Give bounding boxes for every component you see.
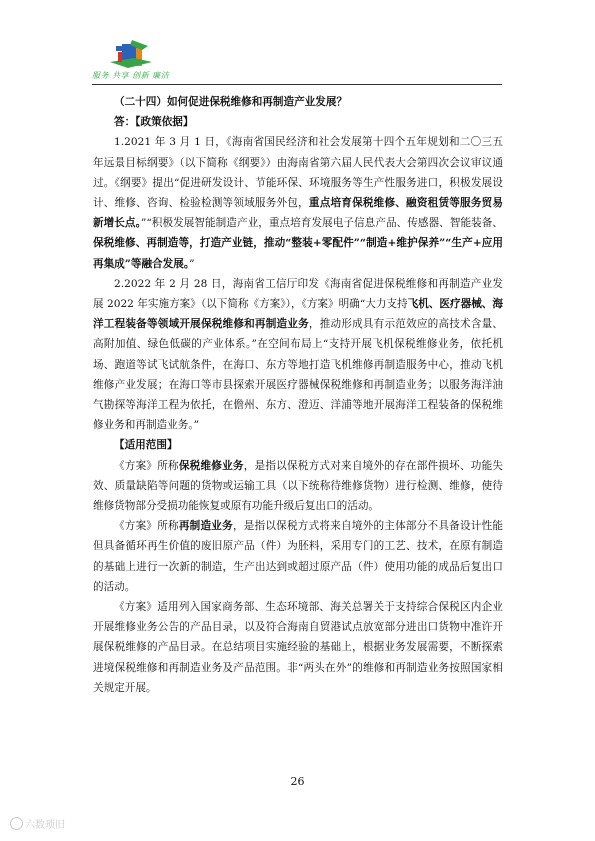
paragraph	[93, 516, 503, 597]
paragraph	[93, 274, 503, 436]
emphasized-text: 再制造业务	[178, 520, 233, 533]
watermark-icon	[10, 817, 23, 830]
header-divider	[92, 84, 502, 85]
emphasized-text: 保税维修业务	[178, 459, 244, 472]
text-run: 《方案》所称	[114, 459, 179, 472]
text-run: ，推动形成具有示范效应的高技术含量、高附加值、绿色低碳的产业体系。”在空间布局上“支持开展飞机保税维修业务，依托机场、跑道等试飞试航条件，在海口、东方等地打造飞机维修再制造服务中心，推动飞机维修产业发展；在海口等市县探索开展医疗器械保税维修和再制造业务；以服务海洋油气勘探等海洋工程为依托，在儋州、东方、澄迈、洋浦等地开展海洋工程装备的保税维修业务和再制造业务。”	[93, 318, 504, 432]
text-run: 1.2021 年 3 月 1 日，《海南省国民经济和社会发展第十四个五年规划和二〇三五年远景目标纲要》（以下简称《纲要》）由海南省第六届人民代表大会第四次会议审议通过。《纲要》提出“促进研发设计、节能环保、环境服务等生产性服务进口，积极发展设计、维修、咨询、检验检测等领域服务外包，	[93, 136, 503, 210]
answer-heading: 答：【政策依据】	[114, 116, 194, 129]
document-body	[93, 92, 503, 698]
text-run: 《方案》适用列入国家商务部、生态环境部、海关总署关于支持综合保税区内企业开展维修业务公告的产品目录，以及符合海南自贸港试点放宽部分进出口货物中准许开展保税维修的产品目录。在总结项目实施经验的基础上，根据业务发展需要，不断探索进境保税维修和再制造业务及产品范围。非“两头在外”的维修和再制造业务按照国家相关规定开展。	[93, 601, 503, 694]
logo-slogan: 服务 共享 创新 廉洁	[92, 71, 170, 80]
question-title: （二十四）如何促进保税维修和再制造产业发展？	[114, 96, 348, 108]
text-run: ”“积极发展智能制造产业，重点培育发展电子信息产品、传感器、智能装备、	[140, 217, 503, 230]
scope-heading: 【适用范围】	[114, 439, 178, 452]
emphasized-text: 重点培育保税维修、融资租赁等服务贸易新增长点。	[93, 197, 504, 230]
paragraph	[93, 597, 503, 698]
text-run: 《方案》所称	[114, 520, 179, 533]
text-run: ”	[189, 257, 195, 270]
watermark-text: 六数琐旧	[25, 820, 65, 831]
paragraph	[93, 132, 503, 273]
text-run: 2.2022 年 2 月 28 日，海南省工信厅印发《海南省促进保税维修和再制造产业发展 2022 年实施方案》（以下简称《方案》），《方案》明确“大力支持	[93, 277, 503, 311]
emphasized-text: 保税维修、再制造等，打造产业链，推动“整装+零配件”“制造+维护保养”“生产+应用再集成”等融合发展。	[93, 237, 503, 270]
paragraph	[93, 456, 503, 517]
watermark	[10, 816, 65, 831]
text-run: ，是指以保税方式将来自境外的主体部分不具备设计性能但具备循环再生价值的废旧原产品（件）为胚料，采用专门的工艺、技术，在原有制造的基础上进行一次新的制造，生产出达到或超过原产品（件）使用功能的成品后复出口的活动。	[93, 520, 504, 593]
text-run: ，是指以保税方式对来自境外的存在部件损坏、功能失效、质量缺陷等问题的货物或运输工具（以下统称待维修货物）进行检测、维修，使待维修货物部分受损功能恢复或原有功能升级后复出口的活动。	[93, 459, 504, 513]
emphasized-text: 飞机、医疗器械、海洋工程装备等领域开展保税维修和再制造业务	[93, 298, 503, 331]
page-number: 26	[290, 775, 305, 788]
